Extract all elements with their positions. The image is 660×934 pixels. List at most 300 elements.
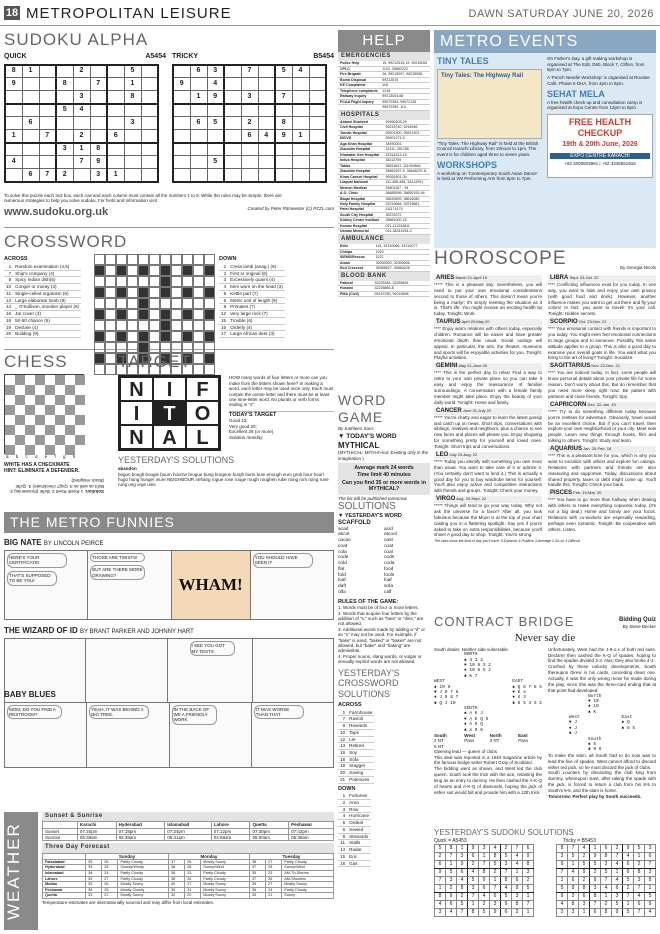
sudoku-cell[interactable]: 4	[207, 78, 224, 91]
sudoku-cell[interactable]	[141, 91, 158, 104]
sq-table[interactable]	[4, 64, 159, 183]
crossword-cell[interactable]	[127, 254, 138, 265]
sudoku-cell[interactable]	[141, 169, 158, 182]
chess-square[interactable]	[5, 395, 15, 405]
sudoku-cell[interactable]	[124, 156, 141, 169]
chess-square[interactable]	[45, 415, 55, 425]
help-phone[interactable]: 1020	[374, 249, 430, 254]
sudoku-cell[interactable]	[90, 65, 107, 78]
crossword-cell[interactable]	[149, 265, 160, 276]
sudoku-cell[interactable]: 1	[107, 169, 124, 182]
help-phone[interactable]: 99213003-66	[380, 94, 430, 99]
help-phone[interactable]: 99072364, 99072126	[380, 99, 430, 104]
chess-square[interactable]	[65, 375, 75, 385]
sudoku-cell[interactable]	[292, 117, 309, 130]
sudoku-cell[interactable]: 4	[258, 130, 275, 143]
sudoku-cell[interactable]	[275, 169, 292, 182]
help-phone[interactable]: 99260403-29	[383, 120, 430, 125]
sudoku-cell[interactable]	[309, 117, 326, 130]
crossword-cell[interactable]	[182, 320, 193, 331]
sudoku-cell[interactable]: 7	[39, 169, 56, 182]
sudoku-cell[interactable]	[190, 130, 207, 143]
sudoku-cell[interactable]	[141, 130, 158, 143]
crossword-cell[interactable]	[116, 298, 127, 309]
sudoku-cell[interactable]: 9	[90, 156, 107, 169]
help-phone[interactable]: 35374072	[383, 212, 430, 217]
sudoku-cell[interactable]: 6	[190, 65, 207, 78]
sudoku-cell[interactable]: 1	[73, 143, 90, 156]
sudoku-cell[interactable]	[124, 143, 141, 156]
chess-square[interactable]	[45, 385, 55, 395]
sudoku-cell[interactable]: 1	[124, 78, 141, 91]
crossword-cell[interactable]	[127, 298, 138, 309]
sudoku-cell[interactable]	[5, 143, 22, 156]
chess-square[interactable]	[65, 405, 75, 415]
chess-square[interactable]	[25, 425, 35, 435]
chess-square[interactable]	[15, 425, 25, 435]
crossword-cell[interactable]	[171, 298, 182, 309]
chess-square[interactable]	[75, 435, 85, 445]
chess-square[interactable]	[75, 385, 85, 395]
sudoku-cell[interactable]	[241, 156, 258, 169]
sudoku-cell[interactable]	[207, 169, 224, 182]
crossword-cell[interactable]	[160, 254, 171, 265]
chess-square[interactable]	[25, 375, 35, 385]
chess-square[interactable]	[15, 405, 25, 415]
sudoku-cell[interactable]: 3	[207, 65, 224, 78]
help-phone[interactable]: 32111, 251786	[383, 147, 430, 152]
sudoku-cell[interactable]	[56, 91, 73, 104]
crossword-cell[interactable]	[182, 298, 193, 309]
sudoku-cell[interactable]	[107, 65, 124, 78]
sudoku-cell[interactable]	[90, 130, 107, 143]
st-table[interactable]	[172, 64, 327, 183]
sudoku-cell[interactable]	[107, 117, 124, 130]
help-phone[interactable]: 32225284, 32259834	[373, 281, 430, 286]
sudoku-cell[interactable]: 2	[56, 169, 73, 182]
sudoku-cell[interactable]: 4	[292, 65, 309, 78]
sudoku-cell[interactable]	[224, 169, 241, 182]
sudoku-cell[interactable]: 4	[73, 104, 90, 117]
sudoku-cell[interactable]: 7	[39, 130, 56, 143]
sudoku-cell[interactable]	[309, 156, 326, 169]
chess-square[interactable]	[55, 435, 65, 445]
chess-square[interactable]	[55, 395, 65, 405]
sudoku-cell[interactable]: 8	[90, 143, 107, 156]
sudoku-cell[interactable]	[292, 104, 309, 117]
sudoku-cell[interactable]	[73, 78, 90, 91]
sudoku-cell[interactable]	[173, 156, 190, 169]
sudoku-cell[interactable]	[173, 91, 190, 104]
chess-square[interactable]	[5, 435, 15, 445]
sudoku-cell[interactable]	[5, 169, 22, 182]
help-phone[interactable]: 99212676	[380, 77, 430, 82]
crossword-cell[interactable]	[193, 320, 204, 331]
sudoku-cell[interactable]: 3	[56, 143, 73, 156]
sudoku-cell[interactable]: 7	[90, 78, 107, 91]
sudoku-cell[interactable]: 9	[207, 91, 224, 104]
crossword-cell[interactable]	[105, 298, 116, 309]
sudoku-cell[interactable]	[241, 169, 258, 182]
sudoku-cell[interactable]	[309, 104, 326, 117]
sudoku-cell[interactable]: 3	[124, 117, 141, 130]
help-phone[interactable]: 15, 99212515-19, 99215054	[380, 61, 430, 66]
sudoku-cell[interactable]: 7	[241, 65, 258, 78]
sudoku-cell[interactable]	[173, 65, 190, 78]
crossword-cell[interactable]	[94, 276, 105, 287]
sudoku-cell[interactable]	[90, 91, 107, 104]
crossword-cell[interactable]	[204, 276, 215, 287]
crossword-cell[interactable]	[149, 320, 160, 331]
sudoku-cell[interactable]	[190, 156, 207, 169]
sudoku-cell[interactable]: 2	[73, 65, 90, 78]
sudoku-cell[interactable]: 9	[5, 78, 22, 91]
sudoku-cell[interactable]	[292, 143, 309, 156]
sudoku-cell[interactable]	[56, 65, 73, 78]
sudoku-cell[interactable]	[39, 156, 56, 169]
crossword-cell[interactable]	[171, 276, 182, 287]
help-phone[interactable]: 99201271-9	[383, 136, 430, 141]
sudoku-cell[interactable]	[224, 91, 241, 104]
crossword-cell[interactable]	[149, 276, 160, 287]
sudoku-cell[interactable]	[90, 104, 107, 117]
sudoku-cell[interactable]: 5	[56, 104, 73, 117]
sudoku-cell[interactable]: 1	[292, 130, 309, 143]
crossword-cell[interactable]	[171, 265, 182, 276]
crossword-cell[interactable]	[138, 276, 149, 287]
help-phone[interactable]: 34801187 - 94	[383, 185, 430, 190]
sudoku-cell[interactable]	[309, 65, 326, 78]
sudoku-cell[interactable]	[22, 78, 39, 91]
chess-square[interactable]	[45, 425, 55, 435]
sudoku-cell[interactable]: 8	[5, 65, 22, 78]
crossword-cell[interactable]	[193, 298, 204, 309]
sudoku-cell[interactable]	[309, 143, 326, 156]
sudoku-cell[interactable]	[73, 117, 90, 130]
sudoku-cell[interactable]	[73, 169, 90, 182]
sudoku-cell[interactable]	[258, 91, 275, 104]
chess-square[interactable]	[5, 405, 15, 415]
help-phone[interactable]: 99215740, 9215946	[383, 125, 430, 130]
sudoku-cell[interactable]	[309, 130, 326, 143]
crossword-cell[interactable]	[116, 254, 127, 265]
sudoku-cell[interactable]	[90, 117, 107, 130]
sudoku-cell[interactable]: 9	[173, 78, 190, 91]
sudoku-cell[interactable]: 6	[22, 169, 39, 182]
sudoku-cell[interactable]: 7	[275, 91, 292, 104]
crossword-cell[interactable]	[204, 320, 215, 331]
sudoku-cell[interactable]	[22, 143, 39, 156]
chess-square[interactable]	[25, 415, 35, 425]
crossword-cell[interactable]	[171, 331, 182, 342]
crossword-cell[interactable]	[116, 320, 127, 331]
crossword-cell[interactable]	[116, 276, 127, 287]
chess-square[interactable]	[35, 405, 45, 415]
crossword-cell[interactable]	[149, 254, 160, 265]
sudoku-cell[interactable]: 5	[275, 65, 292, 78]
chess-square[interactable]	[55, 405, 65, 415]
chess-square[interactable]	[75, 395, 85, 405]
sudoku-cell[interactable]: 3	[90, 169, 107, 182]
sudoku-cell[interactable]: 3	[73, 91, 90, 104]
sudoku-cell[interactable]: 1	[22, 65, 39, 78]
chess-square[interactable]	[45, 435, 55, 445]
sudoku-cell[interactable]	[56, 156, 73, 169]
sudoku-cell[interactable]	[224, 117, 241, 130]
sudoku-cell[interactable]	[56, 117, 73, 130]
sudoku-cell[interactable]: 2	[241, 117, 258, 130]
crossword-cell[interactable]	[138, 254, 149, 265]
sudoku-cell[interactable]	[173, 143, 190, 156]
help-phone[interactable]: 021-111234811	[383, 223, 430, 228]
sudoku-cell[interactable]	[22, 104, 39, 117]
sudoku-cell[interactable]	[190, 78, 207, 91]
sudoku-cell[interactable]	[107, 104, 124, 117]
sudoku-cell[interactable]	[224, 130, 241, 143]
help-phone[interactable]: 115, 32310066, 32310077	[374, 244, 430, 249]
sudoku-cell[interactable]	[224, 156, 241, 169]
crossword-cell[interactable]	[204, 298, 215, 309]
sudoku-cell[interactable]	[173, 104, 190, 117]
sudoku-cell[interactable]	[173, 169, 190, 182]
sudoku-cell[interactable]	[224, 65, 241, 78]
sudoku-cell[interactable]	[190, 169, 207, 182]
crossword-cell[interactable]	[127, 265, 138, 276]
chess-square[interactable]	[15, 395, 25, 405]
crossword-cell[interactable]	[127, 287, 138, 298]
sudoku-cell[interactable]	[224, 104, 241, 117]
sudoku-cell[interactable]	[207, 143, 224, 156]
sudoku-cell[interactable]	[275, 156, 292, 169]
help-phone[interactable]: 021-36314251-2	[383, 229, 430, 234]
chess-square[interactable]	[55, 425, 65, 435]
sudoku-cell[interactable]	[173, 117, 190, 130]
sudoku-cell[interactable]	[258, 169, 275, 182]
chess-square[interactable]	[25, 385, 35, 395]
chess-square[interactable]	[65, 435, 75, 445]
sudoku-cell[interactable]	[5, 91, 22, 104]
sudoku-cell[interactable]	[107, 143, 124, 156]
sudoku-cell[interactable]: 1	[5, 130, 22, 143]
sudoku-cell[interactable]	[275, 78, 292, 91]
chess-square[interactable]	[35, 395, 45, 405]
sudoku-cell[interactable]: 8	[124, 91, 141, 104]
sudoku-cell[interactable]	[39, 104, 56, 117]
chess-square[interactable]	[35, 375, 45, 385]
sudoku-cell[interactable]: 4	[5, 156, 22, 169]
crossword-cell[interactable]	[193, 309, 204, 320]
sudoku-cell[interactable]	[309, 78, 326, 91]
sudoku-cell[interactable]	[107, 156, 124, 169]
sudoku-cell[interactable]	[141, 143, 158, 156]
sudoku-cell[interactable]: 5	[207, 156, 224, 169]
sudoku-cell[interactable]	[241, 143, 258, 156]
crossword-cell[interactable]	[127, 309, 138, 320]
sudoku-cell[interactable]	[275, 143, 292, 156]
chess-square[interactable]	[35, 435, 45, 445]
sudoku-cell[interactable]: 6	[22, 117, 39, 130]
sudoku-cell[interactable]	[39, 78, 56, 91]
chess-square[interactable]	[15, 435, 25, 445]
crossword-cell[interactable]	[193, 254, 204, 265]
chess-square[interactable]	[15, 415, 25, 425]
help-phone[interactable]: 99201300, 99201301	[383, 130, 430, 135]
chess-square[interactable]	[5, 415, 15, 425]
help-phone[interactable]: 35661000-15	[383, 218, 430, 223]
chess-square[interactable]	[25, 405, 35, 415]
sudoku-cell[interactable]	[258, 143, 275, 156]
crossword-cell[interactable]	[182, 254, 193, 265]
chess-square[interactable]	[75, 375, 85, 385]
crossword-cell[interactable]	[94, 254, 105, 265]
help-phone[interactable]: 99072390, 114	[380, 105, 430, 110]
chess-square[interactable]	[55, 415, 65, 425]
sudoku-url[interactable]: www.sudoku.org.uk	[4, 205, 109, 218]
chess-square[interactable]	[25, 395, 35, 405]
sudoku-cell[interactable]	[224, 143, 241, 156]
crossword-cell[interactable]	[149, 298, 160, 309]
crossword-cell[interactable]	[160, 298, 171, 309]
crossword-cell[interactable]	[127, 320, 138, 331]
chess-square[interactable]	[65, 385, 75, 395]
sudoku-cell[interactable]	[141, 117, 158, 130]
crossword-cell[interactable]	[149, 331, 160, 342]
sudoku-cell[interactable]	[258, 104, 275, 117]
sudoku-cell[interactable]: 8	[275, 117, 292, 130]
sudoku-cell[interactable]	[22, 156, 39, 169]
chess-square[interactable]	[5, 425, 15, 435]
chess-square[interactable]	[45, 395, 55, 405]
help-phone[interactable]: 36685599, 36690193-94	[383, 191, 430, 196]
chess-square[interactable]	[75, 415, 85, 425]
chess-square[interactable]	[75, 425, 85, 435]
sudoku-cell[interactable]	[39, 91, 56, 104]
sudoku-cell[interactable]	[207, 130, 224, 143]
chess-square[interactable]	[5, 385, 15, 395]
sudoku-cell[interactable]	[124, 169, 141, 182]
crossword-cell[interactable]	[105, 320, 116, 331]
sudoku-cell[interactable]: 6	[241, 130, 258, 143]
chess-square[interactable]	[55, 375, 65, 385]
help-phone[interactable]: 99261601-04	[383, 174, 430, 179]
chess-square[interactable]	[45, 405, 55, 415]
chess-square[interactable]	[65, 395, 75, 405]
sudoku-cell[interactable]	[207, 104, 224, 117]
sudoku-cell[interactable]: 8	[56, 78, 73, 91]
crossword-cell[interactable]	[171, 309, 182, 320]
crossword-cell[interactable]	[105, 331, 116, 342]
sudoku-cell[interactable]: 3	[241, 91, 258, 104]
sudoku-cell[interactable]: 5	[207, 117, 224, 130]
crossword-cell[interactable]	[193, 287, 204, 298]
crossword-cell[interactable]	[149, 309, 160, 320]
sudoku-cell[interactable]	[141, 104, 158, 117]
help-phone[interactable]: 111174174	[383, 207, 430, 212]
help-phone[interactable]: 1122	[374, 255, 430, 260]
sudoku-cell[interactable]	[141, 65, 158, 78]
sudoku-cell[interactable]	[258, 117, 275, 130]
chess-square[interactable]	[35, 415, 45, 425]
sudoku-cell[interactable]	[275, 104, 292, 117]
sudoku-cell[interactable]: 5	[124, 65, 141, 78]
help-phone[interactable]: 35112709	[383, 158, 430, 163]
chess-square[interactable]	[35, 385, 45, 395]
crossword-cell[interactable]	[127, 276, 138, 287]
sudoku-cell[interactable]	[39, 117, 56, 130]
sudoku-cell[interactable]	[39, 143, 56, 156]
sudoku-cell[interactable]	[22, 130, 39, 143]
help-phone[interactable]: 34930051	[383, 141, 430, 146]
sudoku-cell[interactable]	[141, 78, 158, 91]
sudoku-cell[interactable]: 7	[73, 156, 90, 169]
crossword-cell[interactable]	[105, 254, 116, 265]
quick-sudoku-grid[interactable]	[4, 64, 166, 190]
sudoku-cell[interactable]	[190, 143, 207, 156]
crossword-cell[interactable]	[105, 276, 116, 287]
sudoku-cell[interactable]	[309, 91, 326, 104]
sudoku-cell[interactable]	[190, 104, 207, 117]
sudoku-cell[interactable]: 6	[107, 130, 124, 143]
chess-square[interactable]	[5, 375, 15, 385]
crossword-cell[interactable]	[94, 320, 105, 331]
crossword-cell[interactable]	[171, 320, 182, 331]
help-phone[interactable]: 99215780, 99215898	[373, 291, 430, 296]
sudoku-cell[interactable]	[224, 78, 241, 91]
help-phone[interactable]: 111-456-456, 34412001	[383, 180, 430, 185]
sudoku-cell[interactable]	[141, 156, 158, 169]
sudoku-cell[interactable]	[292, 156, 309, 169]
sudoku-cell[interactable]	[5, 117, 22, 130]
sudoku-cell[interactable]	[124, 130, 141, 143]
sudoku-cell[interactable]	[39, 65, 56, 78]
chess-square[interactable]	[25, 435, 35, 445]
chess-square[interactable]	[15, 375, 25, 385]
sudoku-cell[interactable]: 6	[190, 117, 207, 130]
crossword-cell[interactable]	[182, 276, 193, 287]
sudoku-cell[interactable]	[258, 65, 275, 78]
crossword-cell[interactable]	[193, 276, 204, 287]
sudoku-cell[interactable]: 2	[73, 130, 90, 143]
crossword-cell[interactable]	[149, 287, 160, 298]
sudoku-cell[interactable]	[22, 91, 39, 104]
help-phone[interactable]: 35356627, 35860628	[374, 266, 430, 271]
sudoku-cell[interactable]: 9	[275, 130, 292, 143]
help-phone[interactable]: 32314313-15	[383, 152, 430, 157]
help-phone[interactable]: 32219684, 32219681	[383, 202, 430, 207]
chess-board[interactable]	[4, 374, 84, 454]
chess-square[interactable]	[65, 415, 75, 425]
help-phone[interactable]: 1218	[380, 88, 430, 93]
sudoku-cell[interactable]	[241, 78, 258, 91]
sudoku-cell[interactable]	[124, 104, 141, 117]
help-phone[interactable]: 32226865-6	[373, 286, 430, 291]
crossword-cell[interactable]	[204, 254, 215, 265]
sudoku-cell[interactable]	[173, 130, 190, 143]
sudoku-cell[interactable]: 1	[190, 91, 207, 104]
sudoku-cell[interactable]	[309, 169, 326, 182]
sudoku-cell[interactable]	[258, 156, 275, 169]
sudoku-cell[interactable]	[5, 104, 22, 117]
chess-square[interactable]	[65, 425, 75, 435]
help-phone[interactable]: 36811841, 111044844	[383, 163, 430, 168]
help-phone[interactable]: 118	[380, 83, 430, 88]
crossword-cell[interactable]	[193, 265, 204, 276]
chess-square[interactable]	[15, 385, 25, 395]
crossword-cell[interactable]	[105, 287, 116, 298]
chess-square[interactable]	[35, 425, 45, 435]
crossword-cell[interactable]	[171, 254, 182, 265]
help-phone[interactable]: 35862937-9, 36648237-8	[383, 169, 430, 174]
